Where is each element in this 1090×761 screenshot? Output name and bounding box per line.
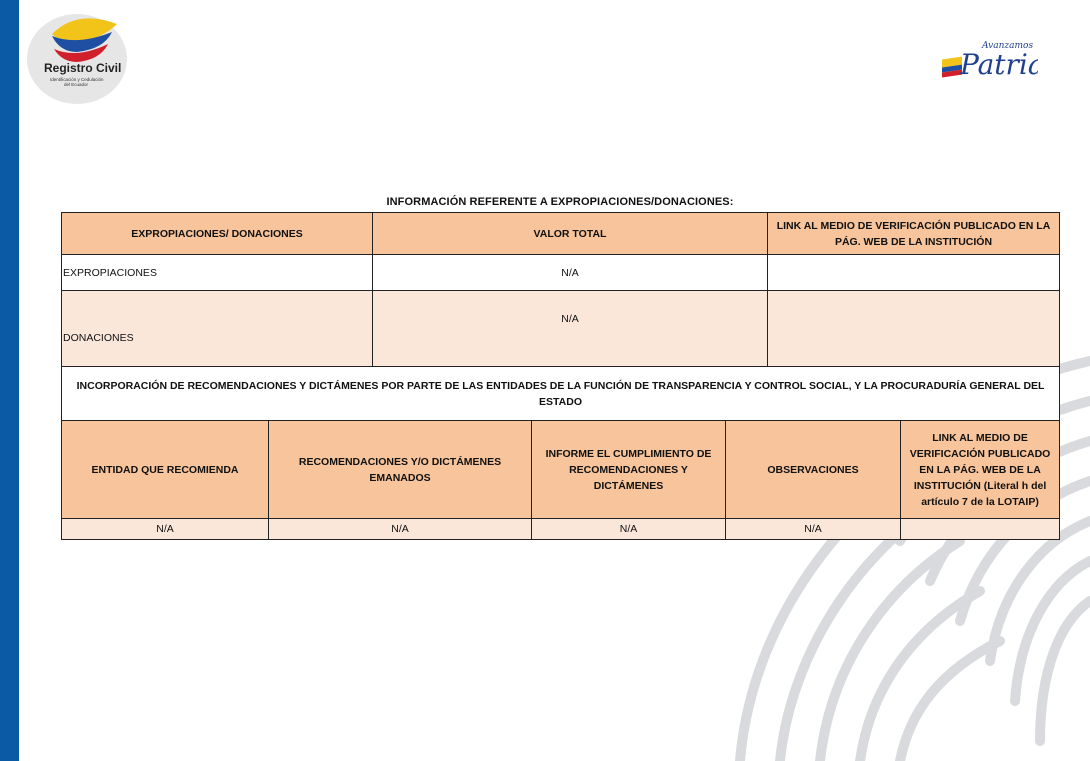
row-link bbox=[768, 291, 1060, 367]
header-informe-cumplimiento: INFORME EL CUMPLIMIENTO DE RECOMENDACIONES Y DICTÁMENES bbox=[532, 421, 726, 519]
svg-text:del Ecuador: del Ecuador bbox=[64, 82, 89, 87]
avanzamos-patria-logo bbox=[938, 34, 1038, 94]
recomendaciones-banner: INCORPORACIÓN DE RECOMENDACIONES Y DICTÁMENES POR PARTE DE LAS ENTIDADES DE LA FUNCIÓN DE TRANSPARENCIA Y CONTROL SOCIAL, Y LA PROCURADURÍA GENERAL DEL ESTADO bbox=[62, 367, 1060, 421]
row-value: N/A bbox=[373, 255, 768, 291]
row-value: N/A bbox=[373, 291, 768, 367]
cell-observaciones: N/A bbox=[726, 519, 901, 540]
registro-civil-logo bbox=[22, 4, 132, 104]
table-row bbox=[62, 519, 1060, 540]
svg-text:Registro Civil: Registro Civil bbox=[44, 61, 122, 75]
cell-entidad: N/A bbox=[62, 519, 269, 540]
header-expropiaciones-donaciones: EXPROPIACIONES/ DONACIONES bbox=[62, 213, 373, 255]
left-accent-bar bbox=[0, 0, 19, 761]
svg-text:Patria!: Patri bbox=[960, 48, 1028, 81]
svg-text:Avanzamos: Avanzamos bbox=[982, 41, 1034, 51]
expropiaciones-table bbox=[61, 212, 1060, 367]
svg-text:Identificación y Cedulación: Identificación y Cedulación bbox=[50, 77, 104, 82]
row-label: DONACIONES bbox=[62, 291, 373, 367]
table-row bbox=[62, 291, 1060, 367]
table-row bbox=[62, 255, 1060, 291]
expropiaciones-section-title: INFORMACIÓN REFERENTE A EXPROPIACIONES/DONACIONES: bbox=[386, 196, 734, 208]
header-link-lotaip: LINK AL MEDIO DE VERIFICACIÓN PUBLICADO EN LA PÁG. WEB DE LA INSTITUCIÓN (Literal h del artículo 7 de la LOTAIP) bbox=[901, 421, 1060, 519]
header-observaciones: OBSERVACIONES bbox=[726, 421, 901, 519]
header-valor-total: VALOR TOTAL bbox=[373, 213, 768, 255]
header-entidad: ENTIDAD QUE RECOMIENDA bbox=[62, 421, 269, 519]
recomendaciones-table bbox=[61, 366, 1060, 540]
row-label: EXPROPIACIONES bbox=[62, 255, 373, 291]
cell-recomendaciones: N/A bbox=[269, 519, 532, 540]
row-link bbox=[768, 255, 1060, 291]
cell-link bbox=[901, 519, 1060, 540]
header-link-verificacion: LINK AL MEDIO DE VERIFICACIÓN PUBLICADO EN LA PÁG. WEB DE LA INSTITUCIÓN bbox=[768, 213, 1060, 255]
cell-informe: N/A bbox=[532, 519, 726, 540]
header-recomendaciones: RECOMENDACIONES Y/O DICTÁMENES EMANADOS bbox=[269, 421, 532, 519]
